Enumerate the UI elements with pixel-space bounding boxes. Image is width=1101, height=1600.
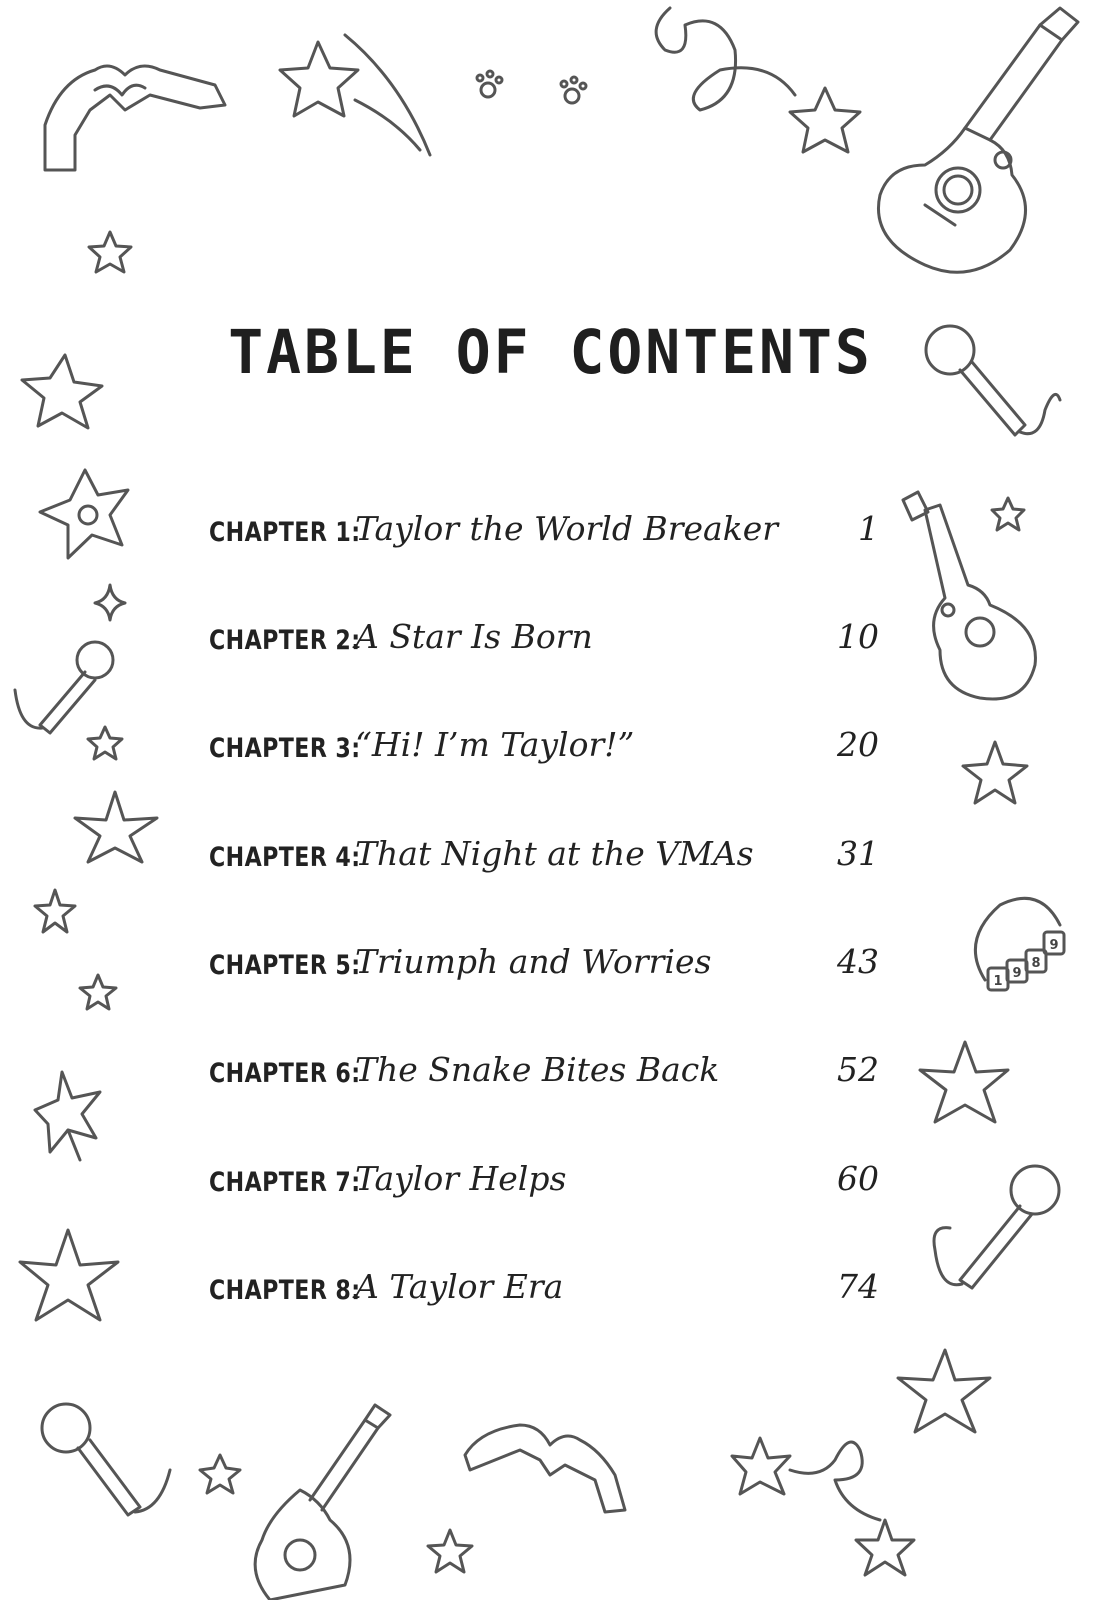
microphone-icon — [934, 1166, 1059, 1288]
bracelet-bead: 9 — [1049, 938, 1059, 953]
toc-entry-chapter-6[interactable] — [209, 1044, 879, 1104]
microphone-icon — [42, 1404, 170, 1515]
chapter-title: Triumph and Worries — [355, 942, 712, 981]
chapter-title: “Hi! I’m Taylor!” — [355, 725, 635, 764]
chapter-label: CHAPTER 3: — [209, 733, 361, 764]
chapter-label: CHAPTER 5: — [209, 950, 361, 981]
bracelet-bead: 1 — [993, 974, 1003, 989]
star-icon — [920, 1042, 1008, 1122]
paw-print-icon — [561, 77, 586, 103]
chapter-label: CHAPTER 4: — [209, 842, 361, 873]
toc-entry-chapter-3[interactable] — [209, 719, 879, 779]
page-title: TABLE OF CONTENTS — [228, 316, 873, 388]
chapter-page-number: 43 — [837, 942, 879, 981]
swirl-star-icon — [732, 1438, 914, 1575]
chapter-title: The Snake Bites Back — [355, 1050, 720, 1089]
star-icon — [20, 1230, 118, 1320]
chapter-label: CHAPTER 7: — [209, 1167, 361, 1198]
guitar-icon — [878, 8, 1078, 272]
toc-entry-chapter-2[interactable] — [209, 611, 879, 671]
star-icon — [89, 232, 131, 272]
chapter-page-number: 20 — [837, 725, 879, 764]
swirl-star-icon — [656, 8, 860, 152]
star-icon — [35, 890, 75, 932]
chapter-page-number: 60 — [837, 1159, 879, 1198]
chapter-page-number: 31 — [837, 834, 879, 873]
chapter-title: Taylor Helps — [355, 1159, 567, 1198]
chapter-label: CHAPTER 1: — [209, 517, 361, 548]
friendship-bracelet-icon — [975, 898, 1064, 990]
star-icon — [963, 742, 1027, 803]
chapter-label: CHAPTER 8: — [209, 1275, 361, 1306]
sparkle-icon — [95, 585, 125, 620]
chapter-label: CHAPTER 6: — [209, 1058, 361, 1089]
star-icon — [992, 498, 1024, 530]
bracelet-bead: 8 — [1031, 956, 1041, 971]
star-icon — [428, 1530, 472, 1572]
guitar-icon — [255, 1405, 390, 1600]
heart-hands-icon — [45, 66, 225, 170]
star-wand-icon — [35, 1072, 100, 1160]
toc-entry-chapter-1[interactable] — [209, 503, 879, 563]
microphone-icon — [15, 642, 113, 733]
chapter-title: Taylor the World Breaker — [355, 509, 779, 548]
star-icon — [88, 727, 122, 759]
toc-entry-chapter-7[interactable] — [209, 1153, 879, 1213]
chapter-page-number: 52 — [837, 1050, 879, 1089]
star-icon — [75, 792, 157, 862]
chapter-title: That Night at the VMAs — [355, 834, 754, 873]
chapter-title: A Star Is Born — [355, 617, 593, 656]
toc-entry-chapter-8[interactable] — [209, 1261, 879, 1321]
paw-print-icon — [477, 71, 502, 97]
guitar-icon — [903, 492, 1035, 699]
chapter-title: A Taylor Era — [355, 1267, 564, 1306]
chapter-page-number: 74 — [837, 1267, 879, 1306]
bracelet-bead: 9 — [1012, 966, 1022, 981]
star-icon — [898, 1350, 990, 1432]
chapter-page-number: 10 — [837, 617, 879, 656]
heart-hands-icon — [465, 1425, 625, 1512]
star-icon — [40, 470, 128, 558]
chapter-label: CHAPTER 2: — [209, 625, 361, 656]
toc-entry-chapter-4[interactable] — [209, 828, 879, 888]
star-icon — [80, 975, 116, 1009]
star-icon — [200, 1455, 240, 1493]
shooting-star-icon — [280, 35, 430, 155]
toc-entry-chapter-5[interactable] — [209, 936, 879, 996]
chapter-page-number: 1 — [858, 509, 879, 548]
